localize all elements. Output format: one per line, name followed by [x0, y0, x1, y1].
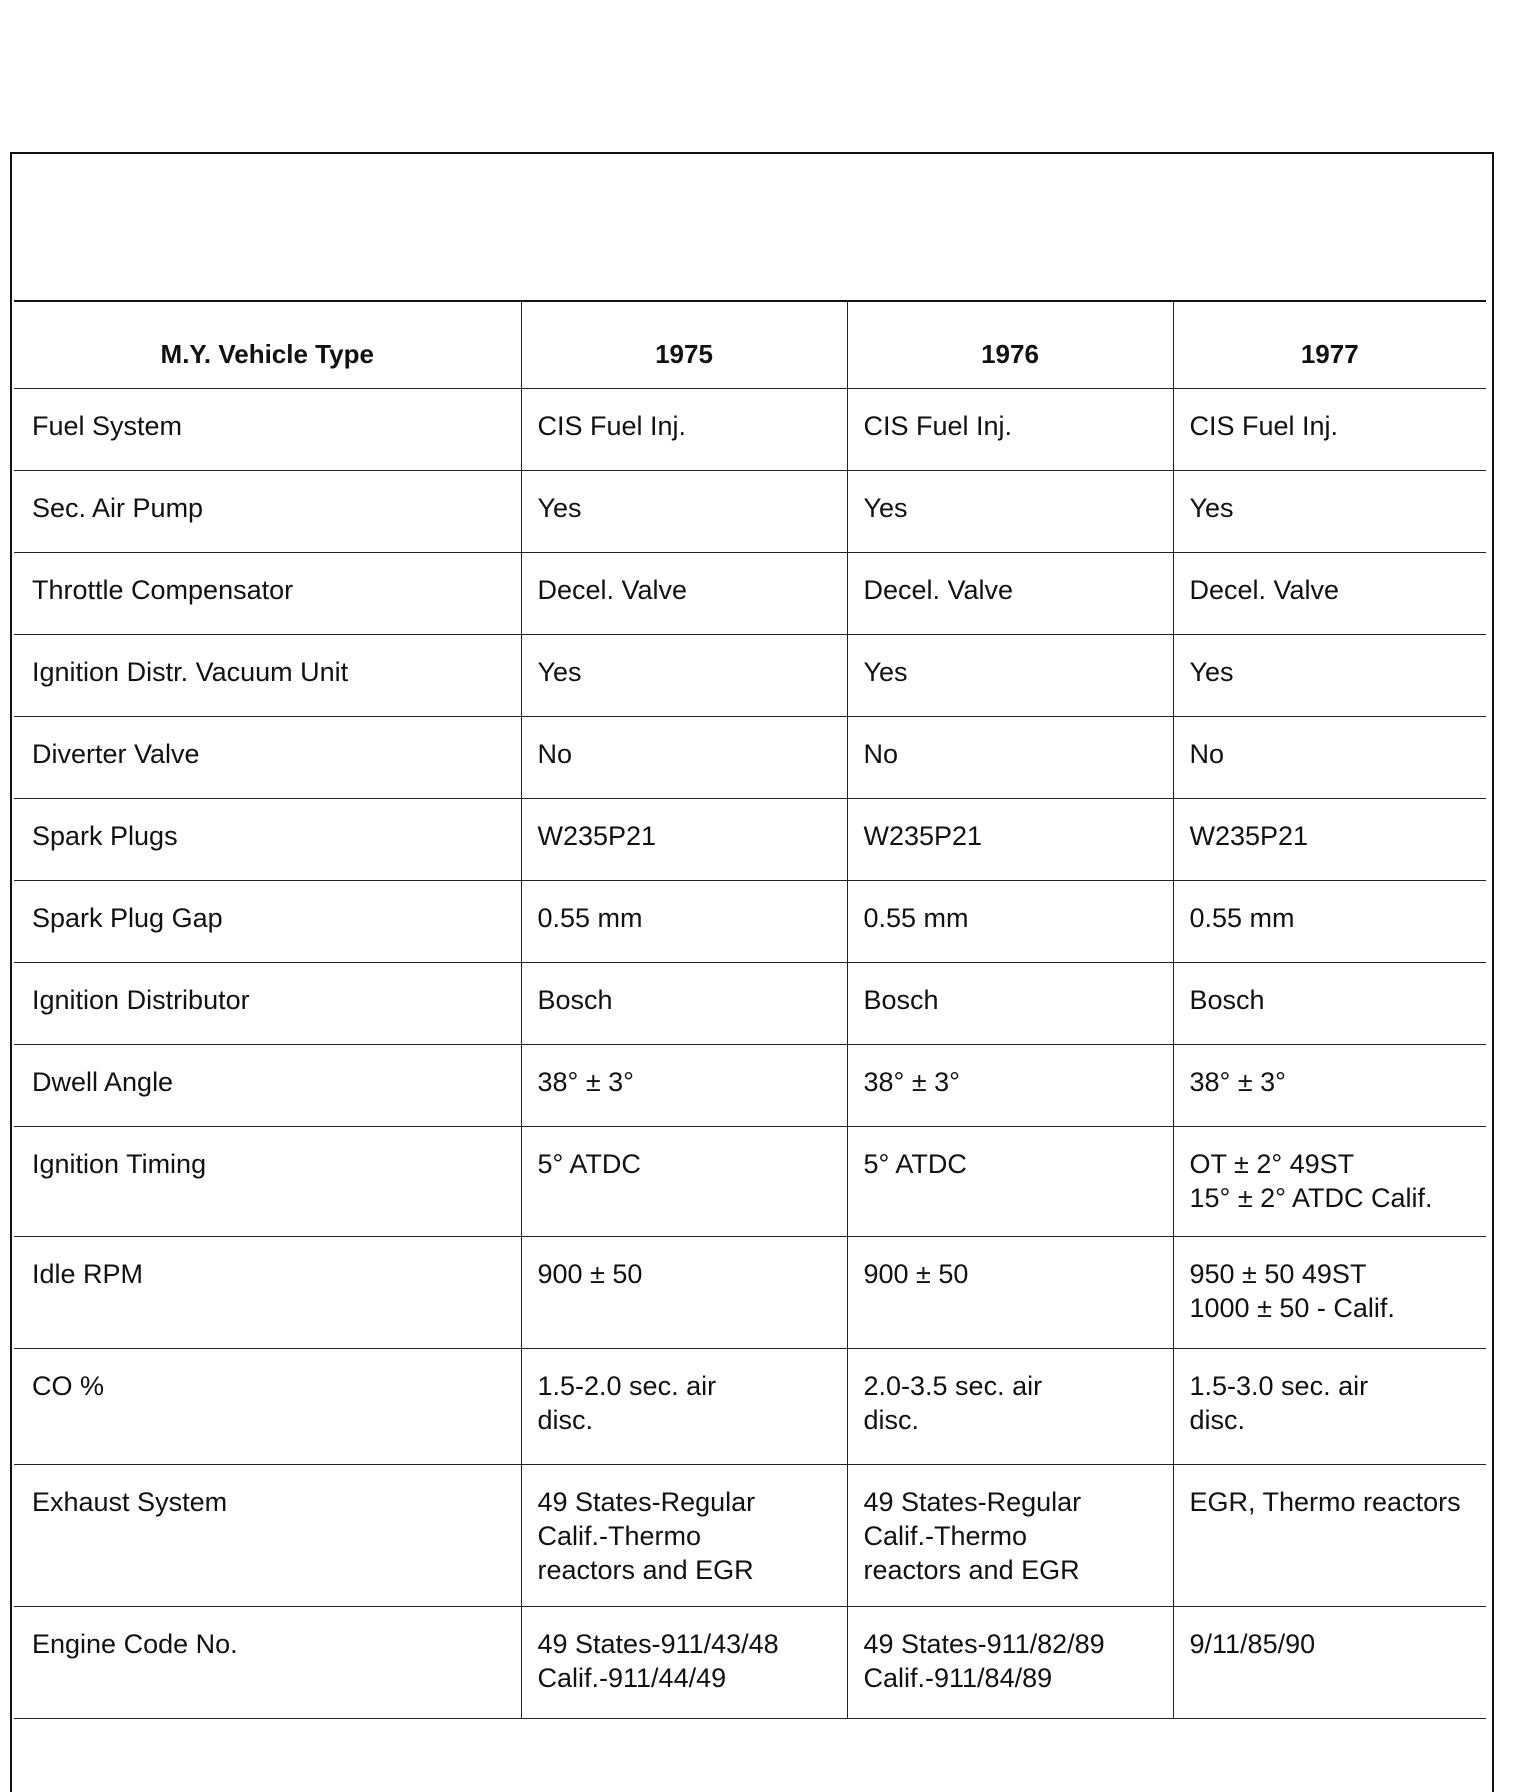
cell-1975: 1.5-2.0 sec. air disc.: [521, 1349, 847, 1465]
cell-1975: 49 States-911/43/48 Calif.-911/44/49: [521, 1607, 847, 1719]
cell-1977: Decel. Valve: [1173, 553, 1486, 635]
row-label: Diverter Valve: [14, 717, 521, 799]
cell-1977: 9/11/85/90: [1173, 1607, 1486, 1719]
table-row: [14, 471, 1486, 553]
table-row: [14, 1465, 1486, 1607]
table-row: [14, 553, 1486, 635]
cell-1975: Yes: [521, 635, 847, 717]
row-label: Engine Code No.: [14, 1607, 521, 1719]
cell-1977: 0.55 mm: [1173, 881, 1486, 963]
row-label: Dwell Angle: [14, 1045, 521, 1127]
table-row: [14, 1045, 1486, 1127]
cell-1975: 38° ± 3°: [521, 1045, 847, 1127]
cell-1975: Bosch: [521, 963, 847, 1045]
cell-1976: W235P21: [847, 799, 1173, 881]
cell-1975: No: [521, 717, 847, 799]
row-label: Exhaust System: [14, 1465, 521, 1607]
cell-1976: Decel. Valve: [847, 553, 1173, 635]
row-label: Fuel System: [14, 389, 521, 471]
table-row: [14, 1349, 1486, 1465]
cell-1976: 900 ± 50: [847, 1237, 1173, 1349]
cell-1977: No: [1173, 717, 1486, 799]
row-label: Sec. Air Pump: [14, 471, 521, 553]
row-label: Ignition Timing: [14, 1127, 521, 1237]
cell-1977: Bosch: [1173, 963, 1486, 1045]
table-row: [14, 799, 1486, 881]
header-row: [14, 301, 1486, 389]
row-label: CO %: [14, 1349, 521, 1465]
cell-1977: OT ± 2° 49ST 15° ± 2° ATDC Calif.: [1173, 1127, 1486, 1237]
header-1975: 1975: [521, 301, 847, 389]
table-row: [14, 717, 1486, 799]
row-label: Throttle Compensator: [14, 553, 521, 635]
table-row: [14, 1127, 1486, 1237]
row-label: Ignition Distr. Vacuum Unit: [14, 635, 521, 717]
header-1976: 1976: [847, 301, 1173, 389]
header-vehicle-type: M.Y. Vehicle Type: [14, 301, 521, 389]
cell-1976: Yes: [847, 471, 1173, 553]
row-label: Idle RPM: [14, 1237, 521, 1349]
cell-1977: Yes: [1173, 635, 1486, 717]
cell-1977: Yes: [1173, 471, 1486, 553]
spec-table: [14, 300, 1486, 1719]
table-row: [14, 963, 1486, 1045]
cell-1976: 5° ATDC: [847, 1127, 1173, 1237]
table-row: [14, 635, 1486, 717]
row-label: Spark Plugs: [14, 799, 521, 881]
cell-1977: CIS Fuel Inj.: [1173, 389, 1486, 471]
cell-1976: Yes: [847, 635, 1173, 717]
header-1977: 1977: [1173, 301, 1486, 389]
cell-1976: 38° ± 3°: [847, 1045, 1173, 1127]
cell-1975: 900 ± 50: [521, 1237, 847, 1349]
cell-1976: 49 States-Regular Calif.-Thermo reactors and EGR: [847, 1465, 1173, 1607]
row-label: Ignition Distributor: [14, 963, 521, 1045]
cell-1976: CIS Fuel Inj.: [847, 389, 1173, 471]
cell-1975: W235P21: [521, 799, 847, 881]
cell-1975: 49 States-Regular Calif.-Thermo reactors and EGR: [521, 1465, 847, 1607]
cell-1977: W235P21: [1173, 799, 1486, 881]
cell-1975: CIS Fuel Inj.: [521, 389, 847, 471]
table-row: [14, 389, 1486, 471]
table-row: [14, 881, 1486, 963]
cell-1976: No: [847, 717, 1173, 799]
cell-1975: Decel. Valve: [521, 553, 847, 635]
cell-1977: 950 ± 50 49ST 1000 ± 50 - Calif.: [1173, 1237, 1486, 1349]
cell-1975: 5° ATDC: [521, 1127, 847, 1237]
cell-1976: 0.55 mm: [847, 881, 1173, 963]
cell-1976: 49 States-911/82/89 Calif.-911/84/89: [847, 1607, 1173, 1719]
cell-1976: 2.0-3.5 sec. air disc.: [847, 1349, 1173, 1465]
cell-1977: 1.5-3.0 sec. air disc.: [1173, 1349, 1486, 1465]
cell-1977: EGR, Thermo reactors: [1173, 1465, 1486, 1607]
table-row: [14, 1237, 1486, 1349]
cell-1975: 0.55 mm: [521, 881, 847, 963]
table-row: [14, 1607, 1486, 1719]
cell-1977: 38° ± 3°: [1173, 1045, 1486, 1127]
cell-1975: Yes: [521, 471, 847, 553]
row-label: Spark Plug Gap: [14, 881, 521, 963]
cell-1976: Bosch: [847, 963, 1173, 1045]
